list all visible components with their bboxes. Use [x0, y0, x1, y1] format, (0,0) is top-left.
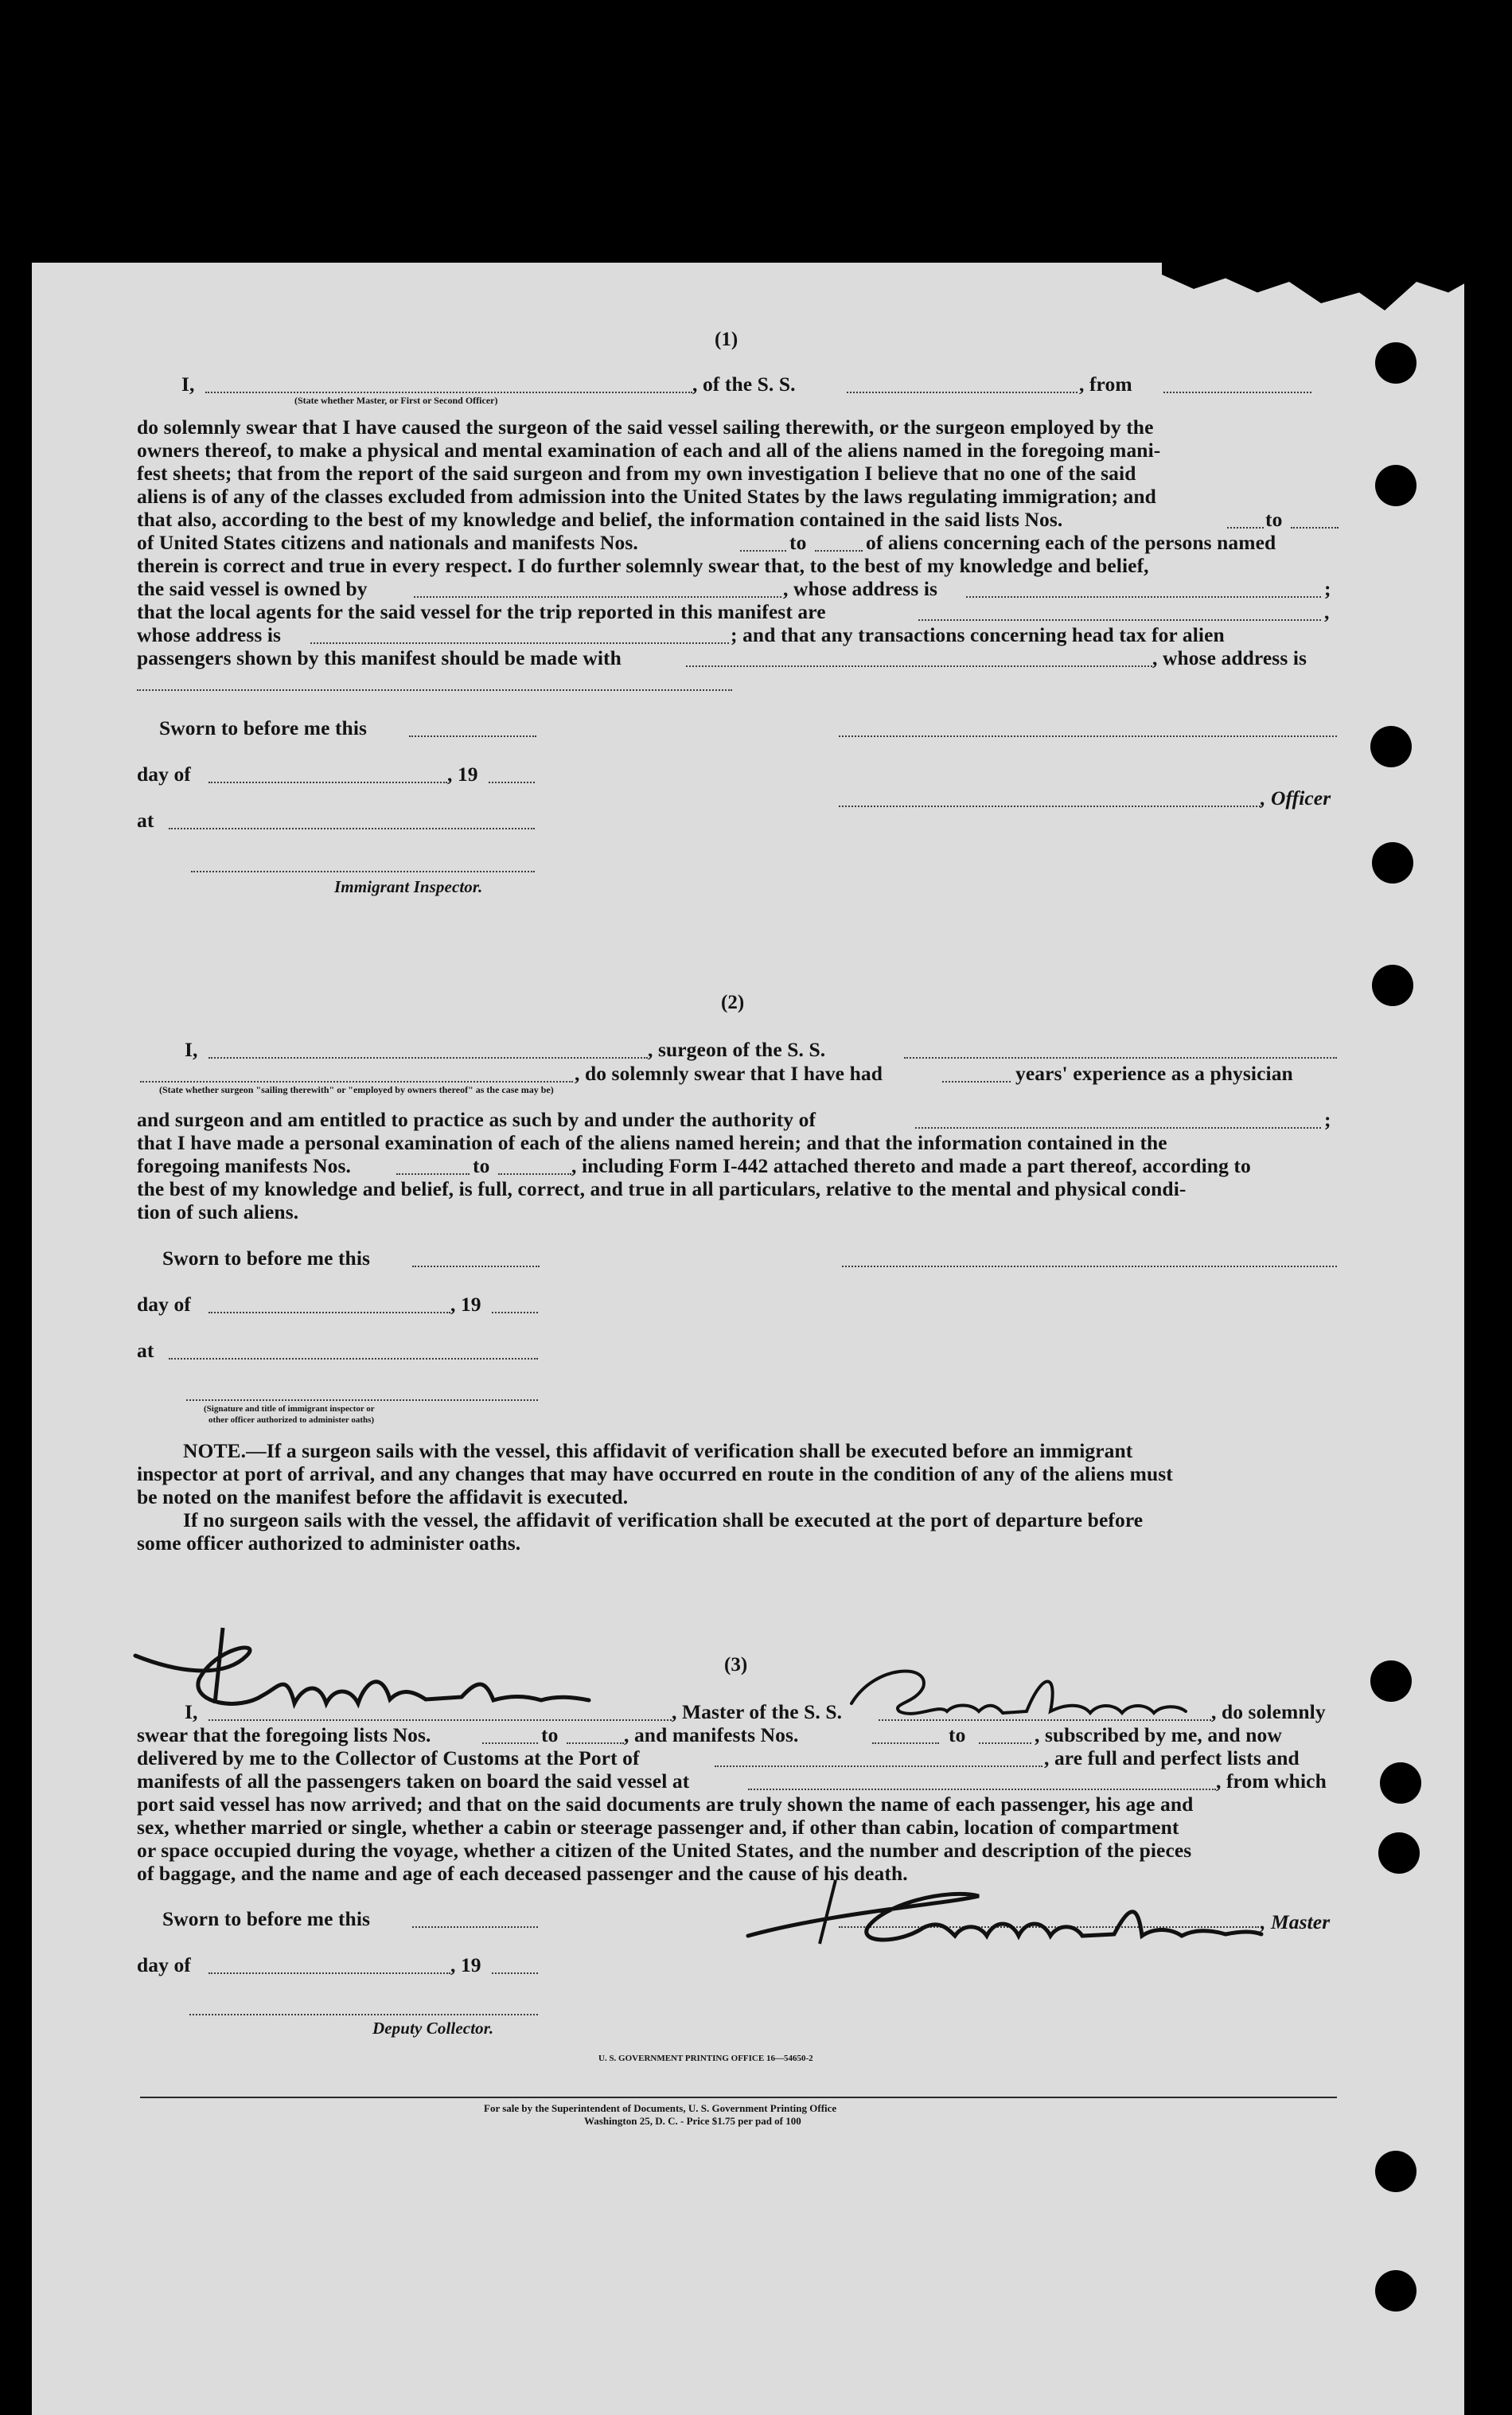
s2-at-blank — [169, 1358, 538, 1360]
s2-authority-blank — [915, 1127, 1321, 1129]
s1-body: therein is correct and true in every respect. I do further solemnly swear that, to the best of my knowledge and belief, — [137, 554, 1149, 577]
s3-body: or space occupied during the voyage, whether a citizen of the United States, and the number and description of the pieces — [137, 1839, 1192, 1862]
punch-hole — [1372, 842, 1413, 884]
s1-body: the said vessel is owned by — [137, 577, 368, 600]
s2-surgeon-of: , surgeon of the S. S. — [648, 1038, 826, 1061]
s3-master-of: , Master of the S. S. — [672, 1700, 843, 1723]
master-signature-2 — [740, 1872, 1265, 1952]
s1-aliens-concerning: of aliens concerning each of the persons named — [866, 531, 1276, 554]
s1-whose-address: , whose address is — [783, 577, 938, 600]
s2-manifest-to-blank — [498, 1173, 571, 1175]
s2-manifest-from-blank — [396, 1173, 470, 1175]
s2-note: If no surgeon sails with the vessel, the affidavit of verification shall be executed at the port of departure before — [183, 1508, 1144, 1531]
s2-body: , including Form I-442 attached thereto and made a part thereof, according to — [571, 1154, 1251, 1177]
s1-officer: , Officer — [1261, 786, 1331, 810]
punch-hole — [1380, 1762, 1421, 1804]
s1-year: , 19 — [447, 763, 478, 786]
s2-swear-had: , do solemnly swear that I have had — [575, 1062, 883, 1085]
s3-year: , 19 — [450, 1953, 481, 1976]
s2-surgeon-note: (State whether surgeon "sailing therewith" or "employed by owners thereof" as the case may be) — [159, 1084, 554, 1095]
footer-sale-1: For sale by the Superintendent of Documents, U. S. Government Printing Office — [484, 2102, 837, 2114]
s2-i: I, — [185, 1038, 198, 1061]
s2-note: some officer authorized to administer oaths. — [137, 1531, 521, 1555]
s3-sworn: Sworn to before me this — [162, 1907, 371, 1930]
s3-day-of: day of — [137, 1953, 191, 1976]
s2-sworn: Sworn to before me this — [162, 1247, 371, 1270]
s1-to: to — [1265, 508, 1283, 531]
punch-hole — [1375, 465, 1417, 506]
s3-day-blank — [208, 1972, 450, 1974]
s1-body: that the local agents for the said vessel for the trip reported in this manifest are — [137, 600, 826, 623]
s1-inspector-blank — [191, 871, 535, 872]
s1-name-blank — [205, 392, 692, 393]
s3-year-blank — [492, 1972, 538, 1974]
s1-head-tax-blank — [686, 665, 1152, 667]
s3-swear-lists: swear that the foregoing lists Nos. — [137, 1723, 431, 1746]
s1-sworn-blank — [409, 735, 536, 737]
s3-body: sex, whether married or single, whether a cabin or steerage passenger and, if other than cabin, location of compartment — [137, 1816, 1179, 1839]
s3-body: port said vessel has now arrived; and that on the said documents are truly shown the name of each passenger, his age and — [137, 1793, 1194, 1816]
s1-body: owners thereof, to make a physical and mental examination of each and all of the aliens named in the foregoing mani- — [137, 439, 1161, 462]
s2-body: the best of my knowledge and belief, is full, correct, and true in all particulars, relative to the mental and physical condi- — [137, 1177, 1187, 1200]
s2-inspector-blank — [186, 1399, 538, 1401]
section-3-number: (3) — [724, 1654, 748, 1676]
s3-from-which: , from which — [1216, 1769, 1327, 1793]
s1-signature-blank — [839, 735, 1337, 737]
printing-office: U. S. GOVERNMENT PRINTING OFFICE 16—54650-2 — [598, 2054, 813, 2063]
s3-deputy: Deputy Collector. — [372, 2019, 494, 2038]
s1-manifest-from-blank — [740, 550, 786, 552]
s3-port-blank — [715, 1765, 1042, 1767]
s2-year: , 19 — [450, 1293, 481, 1316]
s1-comma: , — [1324, 600, 1330, 623]
s3-and-manifests: , and manifests Nos. — [624, 1723, 799, 1746]
s3-master: , Master — [1261, 1910, 1331, 1933]
s1-body: whose address is — [137, 623, 282, 646]
s3-i: I, — [185, 1700, 198, 1723]
s3-taken-at-blank — [748, 1789, 1216, 1790]
s2-semicolon: ; — [1324, 1108, 1331, 1131]
s3-manifests-to-blank — [979, 1742, 1031, 1744]
s1-vessel-blank — [847, 392, 1077, 393]
s1-day-of: day of — [137, 763, 191, 786]
punch-hole — [1372, 965, 1413, 1006]
s2-body: that I have made a personal examination of each of the aliens named herein; and that the information contained in the — [137, 1131, 1167, 1154]
s1-head-tax: ; and that any transactions concerning head tax for alien — [731, 623, 1225, 646]
s2-sig-note: other officer authorized to administer oaths) — [208, 1415, 375, 1425]
s2-to: to — [473, 1154, 490, 1177]
s2-authority: and surgeon and am entitled to practice as such by and under the authority of — [137, 1108, 816, 1131]
s2-years-experience: years' experience as a physician — [1015, 1062, 1293, 1085]
s2-signature-blank — [842, 1266, 1337, 1267]
s1-body: that also, according to the best of my knowledge and belief, the information contained in the said lists Nos. — [137, 508, 1063, 531]
section-1-number: (1) — [715, 329, 738, 350]
s3-full-lists: , are full and perfect lists and — [1044, 1746, 1300, 1769]
s3-deputy-blank — [189, 2014, 538, 2015]
s1-owner-blank — [414, 596, 781, 598]
master-signature-1 — [127, 1624, 621, 1727]
s2-day-blank — [208, 1312, 450, 1313]
s3-to-2: to — [949, 1723, 966, 1746]
s1-list-from-blank — [1227, 527, 1264, 529]
s2-surgeon-name-blank — [208, 1057, 648, 1059]
s1-body: aliens is of any of the classes excluded from admission into the United States by the laws regulating immigration; and — [137, 485, 1156, 508]
s1-body: do solemnly swear that I have caused the surgeon of the said vessel sailing therewith, or the surgeon employed by the — [137, 416, 1154, 439]
s1-day-blank — [208, 782, 447, 783]
section-2-number: (2) — [721, 992, 745, 1013]
s3-sworn-blank — [412, 1926, 538, 1928]
vessel-name-handwriting — [844, 1656, 1194, 1727]
s1-of-the-ss: , of the S. S. — [692, 373, 796, 396]
s3-lists-from-blank — [482, 1742, 538, 1744]
s1-at-blank — [169, 828, 535, 829]
bleed-through-text — [88, 314, 294, 338]
s3-to: to — [541, 1723, 559, 1746]
punch-hole — [1375, 2270, 1417, 2312]
s1-agent-address-blank — [310, 642, 729, 644]
s3-delivered: delivered by me to the Collector of Customs at the Port of — [137, 1746, 640, 1769]
s2-note: NOTE.—If a surgeon sails with the vessel, this affidavit of verification shall be executed before an immigrant — [183, 1439, 1133, 1462]
s2-sailing-blank — [140, 1081, 573, 1083]
s1-semicolon: ; — [1324, 577, 1331, 600]
s1-body: fest sheets; that from the report of the said surgeon and from my own investigation I believe that no one of the said — [137, 462, 1136, 485]
s2-year-blank — [492, 1312, 538, 1313]
s1-officer-blank — [839, 806, 1261, 807]
s3-lists-to-blank — [567, 1742, 624, 1744]
s1-to-2: to — [789, 531, 807, 554]
s1-inspector: Immigrant Inspector. — [334, 877, 483, 896]
s3-do-solemnly: , do solemnly — [1211, 1700, 1326, 1723]
s1-i: I, — [181, 373, 195, 396]
s3-manifests-from-blank — [872, 1742, 939, 1744]
s1-from-blank — [1163, 392, 1311, 393]
s1-sworn: Sworn to before me this — [159, 716, 368, 739]
punch-hole — [1375, 2151, 1417, 2192]
s2-note: inspector at port of arrival, and any changes that may have occurred en route in the condition of any of the aliens must — [137, 1462, 1173, 1485]
s1-manifest-to-blank — [815, 550, 863, 552]
punch-hole — [1370, 726, 1412, 767]
s1-at: at — [137, 809, 154, 832]
s1-master-note: (State whether Master, or First or Second Officer) — [294, 395, 498, 406]
s2-body: foregoing manifests Nos. — [137, 1154, 351, 1177]
s1-head-tax-address-blank — [137, 689, 732, 691]
s3-manifests-taken: manifests of all the passengers taken on board the said vessel at — [137, 1769, 690, 1793]
s1-whose-address-2: , whose address is — [1152, 646, 1307, 669]
s2-day-of: day of — [137, 1293, 191, 1316]
s1-year-blank — [489, 782, 535, 783]
punch-hole — [1378, 1832, 1420, 1874]
s2-years-blank — [942, 1081, 1011, 1083]
s1-owner-address-blank — [966, 596, 1321, 598]
s1-agents-blank — [918, 619, 1321, 621]
s1-list-to-blank — [1291, 527, 1339, 529]
s2-sig-note: (Signature and title of immigrant inspector or — [204, 1404, 375, 1414]
s1-body: of United States citizens and nationals and manifests Nos. — [137, 531, 638, 554]
punch-hole — [1375, 342, 1417, 384]
s2-body: tion of such aliens. — [137, 1200, 299, 1223]
s2-at: at — [137, 1339, 154, 1362]
footer-rule — [140, 2097, 1337, 2098]
punch-hole — [1370, 1660, 1412, 1702]
s3-body: of baggage, and the name and age of each deceased passenger and the cause of his death. — [137, 1862, 908, 1885]
s2-note: be noted on the manifest before the affidavit is executed. — [137, 1485, 629, 1508]
s2-sworn-blank — [412, 1266, 540, 1267]
s1-from: , from — [1079, 373, 1132, 396]
footer-sale-2: Washington 25, D. C. - Price $1.75 per pad of 100 — [584, 2115, 801, 2127]
s3-subscribed: , subscribed by me, and now — [1035, 1723, 1282, 1746]
s1-body: passengers shown by this manifest should be made with — [137, 646, 622, 669]
s2-vessel-blank — [904, 1057, 1337, 1059]
